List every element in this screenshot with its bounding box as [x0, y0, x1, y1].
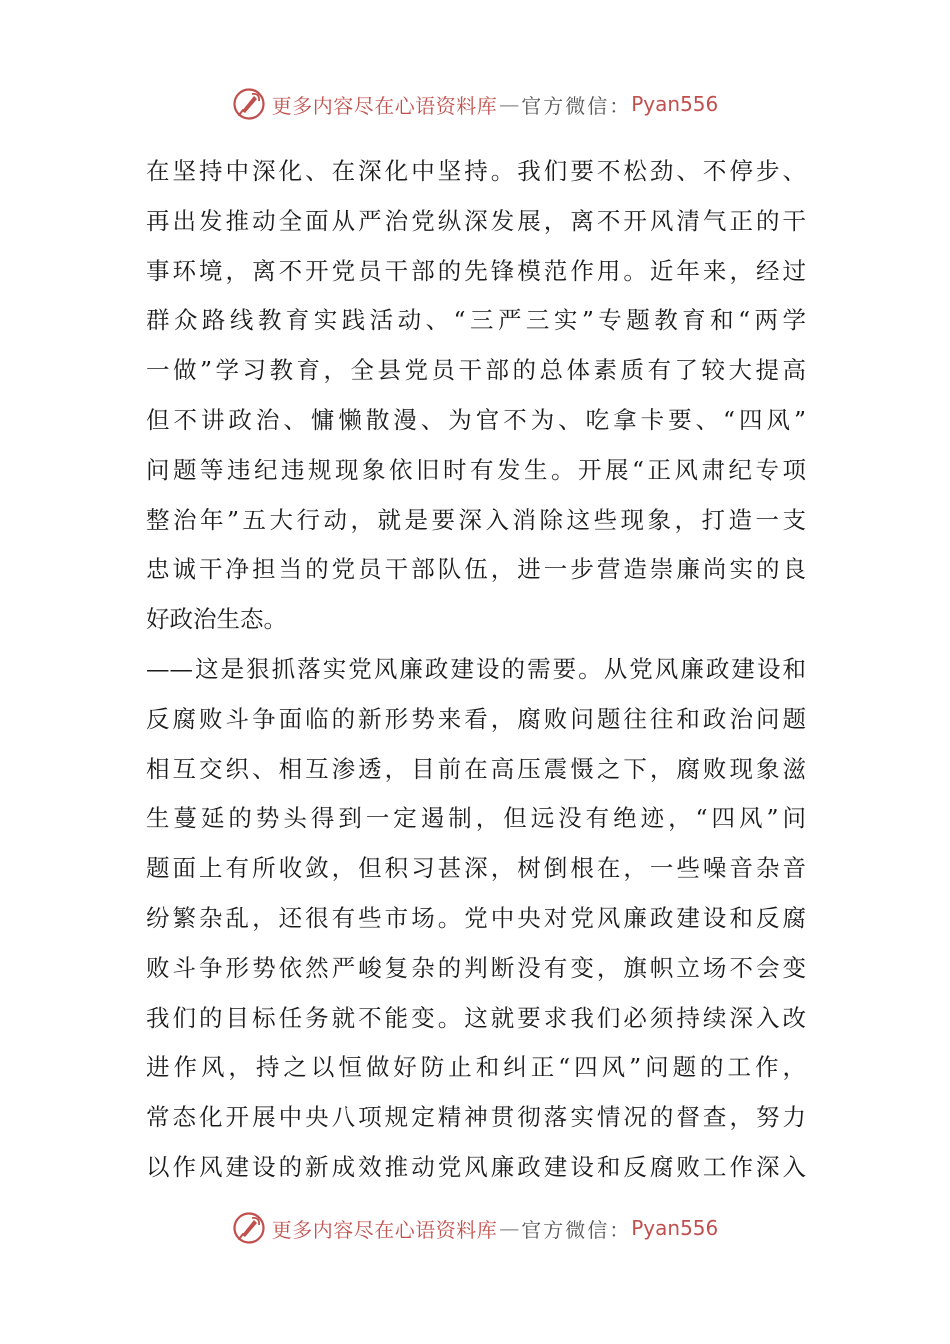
- wechat-id: Pyan556: [631, 1216, 719, 1240]
- text-line: 一做”学习教育，全县党员干部的总体素质有了较大提高: [146, 356, 806, 385]
- text-line: 纷繁杂乱，还很有些市场。党中央对党风廉政建设和反腐: [146, 903, 806, 932]
- site-name: 更多内容尽在心语资料库: [271, 93, 498, 118]
- text-line: 生蔓延的势头得到一定遏制，但远没有绝迹，“四风”问: [146, 804, 806, 833]
- text-line: 进作风，持之以恒做好防止和纠正“四风”问题的工作，: [146, 1053, 806, 1082]
- text-line: 题面上有所收敛，但积习甚深，树倒根在，一些噪音杂音: [146, 854, 806, 883]
- quill-pen-logo-icon: [232, 87, 266, 121]
- text-line: ——这是狠抓落实党风廉政建设的需要。从党风廉政建设和: [146, 654, 806, 683]
- text-line: 整治年”五大行动，就是要深入消除这些现象，打造一支: [146, 505, 806, 534]
- wechat-label: 官方微信：: [521, 93, 632, 118]
- site-name: 更多内容尽在心语资料库: [271, 1217, 498, 1242]
- text-line: 我们的目标任务就不能变。这就要求我们必须持续深入改: [146, 1003, 806, 1032]
- text-line: 反腐败斗争面临的新形势来看，腐败问题往往和政治问题: [146, 704, 806, 733]
- text-line: 以作风建设的新成效推动党风廉政建设和反腐败工作深入: [146, 1152, 806, 1181]
- text-line: 在坚持中深化、在深化中坚持。我们要不松劲、不停步、: [146, 157, 806, 185]
- text-line: 忠诚干净担当的党员干部队伍，进一步营造崇廉尚实的良: [146, 555, 806, 584]
- text-line: 但不讲政治、慵懒散漫、为官不为、吃拿卡要、“四风”: [146, 405, 806, 434]
- text-line: 事环境，离不开党员干部的先锋模范作用。近年来，经过: [146, 256, 806, 285]
- banner-separator: —: [499, 92, 520, 116]
- document-body: [146, 147, 806, 1193]
- text-line: 常态化开展中央八项规定精神贯彻落实情况的督查，努力: [146, 1103, 806, 1132]
- quill-pen-logo-icon: [232, 1211, 266, 1245]
- text-line: 败斗争形势依然严峻复杂的判断没有变，旗帜立场不会变: [146, 953, 806, 982]
- text-line: 好政治生态。: [146, 605, 287, 634]
- footer-banner: [0, 1208, 950, 1248]
- text-line: 相互交织、相互渗透，目前在高压震慑之下，腐败现象滋: [146, 754, 806, 783]
- wechat-id: Pyan556: [631, 92, 719, 116]
- header-banner: [0, 84, 950, 124]
- banner-separator: —: [499, 1216, 520, 1240]
- wechat-label: 官方微信：: [521, 1217, 632, 1242]
- text-line: 再出发推动全面从严治党纵深发展，离不开风清气正的干: [146, 206, 806, 235]
- text-line: 问题等违纪违规现象依旧时有发生。开展“正风肃纪专项: [146, 455, 806, 484]
- text-line: 群众路线教育实践活动、“三严三实”专题教育和“两学: [146, 306, 806, 335]
